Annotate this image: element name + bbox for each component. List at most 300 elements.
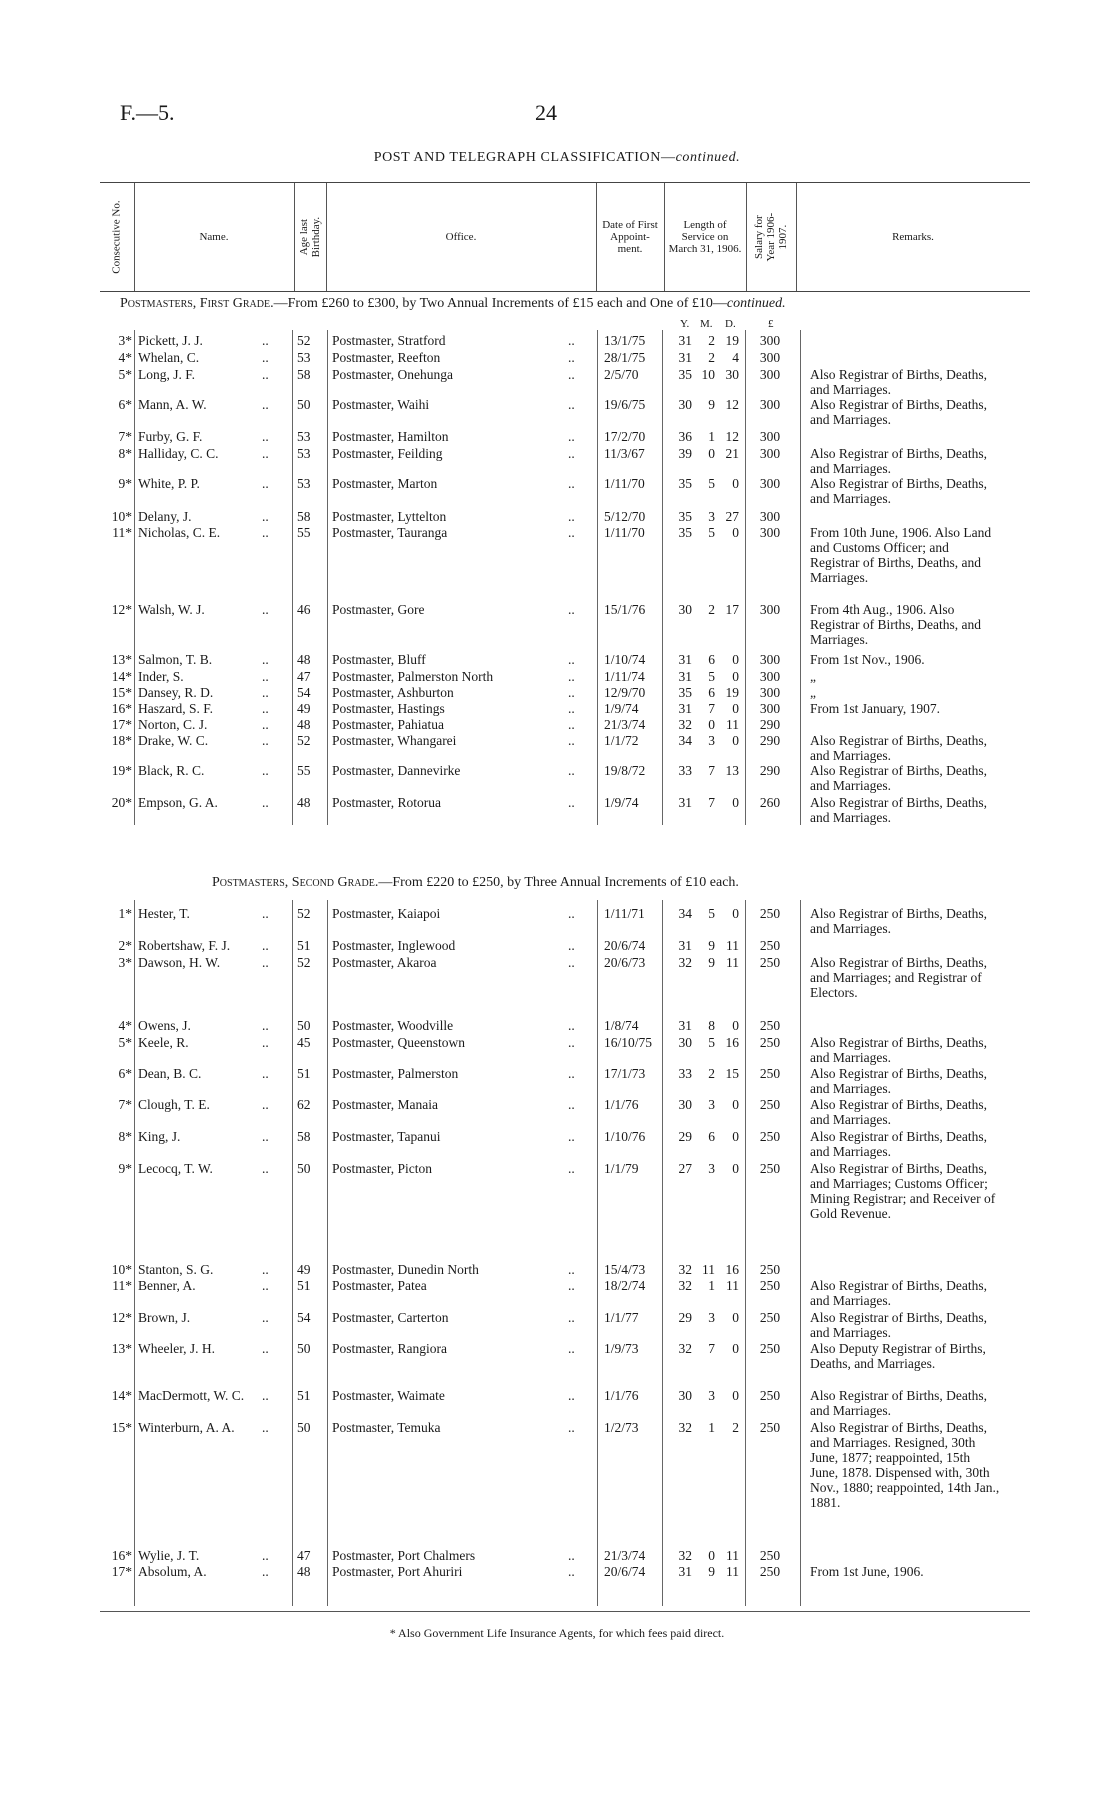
row-name: Benner, A.: [138, 1278, 196, 1293]
row-months: 6: [708, 685, 715, 700]
leader-dots: ..: [568, 1262, 575, 1277]
row-age: 45: [297, 1035, 311, 1050]
leader-dots: ..: [568, 1564, 575, 1579]
leader-dots: ..: [568, 906, 575, 921]
row-salary: 300: [759, 701, 781, 716]
row-salary: 300: [759, 367, 781, 382]
leader-dots: ..: [568, 397, 575, 412]
row-remarks: „: [810, 685, 816, 700]
leader-dots: ..: [568, 733, 575, 748]
table-header: [100, 182, 1030, 292]
row-name: MacDermott, W. C.: [138, 1388, 245, 1403]
row-date-appointed: 1/10/76: [604, 1129, 646, 1144]
row-date-appointed: 5/12/70: [604, 509, 646, 524]
title-main: POST AND TELEGRAPH CLASSIFICATION—: [373, 150, 676, 165]
row-office: Postmaster, Port Ahuriri: [332, 1564, 463, 1579]
leader-dots: ..: [568, 1129, 575, 1144]
row-months: 2: [708, 333, 715, 348]
leader-dots: ..: [568, 795, 575, 810]
row-years: 31: [678, 701, 692, 716]
leader-dots: ..: [262, 446, 269, 461]
row-years: 35: [678, 476, 692, 491]
row-age: 53: [297, 350, 311, 365]
row-number: 5*: [118, 1035, 132, 1050]
row-number: 19*: [111, 763, 132, 778]
row-name: Dansey, R. D.: [138, 685, 214, 700]
row-months: 9: [708, 397, 715, 412]
header-age: Age last Birthday.: [297, 216, 322, 258]
row-age: 54: [297, 685, 311, 700]
column-rule: [327, 900, 328, 1606]
row-days: 0: [732, 476, 739, 491]
row-salary: 250: [759, 938, 781, 953]
row-date-appointed: 20/6/73: [604, 955, 646, 970]
leader-dots: ..: [568, 1310, 575, 1325]
row-age: 48: [297, 795, 311, 810]
row-office: Postmaster, Dunedin North: [332, 1262, 479, 1277]
row-years: 27: [678, 1161, 692, 1176]
row-age: 46: [297, 602, 311, 617]
leader-dots: ..: [568, 476, 575, 491]
row-remarks: Also Registrar of Births, Deaths, and Marriages.: [810, 476, 987, 506]
leader-dots: ..: [568, 763, 575, 778]
row-salary: 300: [759, 333, 781, 348]
row-salary: 250: [759, 906, 781, 921]
row-months: 3: [708, 733, 715, 748]
row-salary: 300: [759, 446, 781, 461]
row-salary: 250: [759, 1035, 781, 1050]
row-age: 48: [297, 717, 311, 732]
row-salary: 300: [759, 397, 781, 412]
leader-dots: ..: [568, 446, 575, 461]
row-years: 31: [678, 938, 692, 953]
leader-dots: ..: [568, 1097, 575, 1112]
row-days: 0: [732, 1310, 739, 1325]
row-age: 47: [297, 1548, 311, 1563]
second-grade-heading: Postmasters, Second Grade.—From £220 to £250, by Three Annual Increments of £10 each.: [212, 875, 739, 890]
row-days: 15: [725, 1066, 739, 1081]
row-name: Absolum, A.: [138, 1564, 207, 1579]
row-age: 53: [297, 476, 311, 491]
row-office: Postmaster, Akaroa: [332, 955, 437, 970]
row-months: 3: [708, 1310, 715, 1325]
column-rule: [745, 900, 746, 1606]
column-rule: [800, 330, 801, 825]
row-months: 8: [708, 1018, 715, 1033]
row-date-appointed: 28/1/75: [604, 350, 646, 365]
row-age: 49: [297, 701, 311, 716]
row-salary: 250: [759, 1262, 781, 1277]
row-years: 34: [678, 906, 692, 921]
row-date-appointed: 1/11/71: [604, 906, 645, 921]
leader-dots: ..: [568, 1341, 575, 1356]
row-years: 33: [678, 1066, 692, 1081]
row-salary: 250: [759, 1420, 781, 1435]
row-years: 35: [678, 685, 692, 700]
ymd-y: Y.: [680, 318, 690, 330]
row-days: 12: [725, 397, 739, 412]
row-name: Owens, J.: [138, 1018, 191, 1033]
row-years: 32: [678, 1420, 692, 1435]
row-number: 6*: [118, 1066, 132, 1081]
row-date-appointed: 21/3/74: [604, 717, 646, 732]
row-salary: 260: [759, 795, 781, 810]
row-days: 11: [726, 938, 739, 953]
row-remarks: Also Registrar of Births, Deaths, and Marriages. Resigned, 30th June, 1877; reappointed, 15th June, 1878. Dispensed with, 30th Nov., 1880; reappointed, 14th Jan., 1881.: [810, 1420, 1000, 1510]
row-date-appointed: 13/1/75: [604, 333, 646, 348]
row-name: Walsh, W. J.: [138, 602, 205, 617]
row-salary: 250: [759, 1341, 781, 1356]
leader-dots: ..: [262, 509, 269, 524]
leader-dots: ..: [262, 717, 269, 732]
row-office: Postmaster, Manaia: [332, 1097, 438, 1112]
row-salary: 300: [759, 429, 781, 444]
row-number: 3*: [118, 955, 132, 970]
row-name: Wheeler, J. H.: [138, 1341, 216, 1356]
row-date-appointed: 1/1/77: [604, 1310, 639, 1325]
row-days: 0: [732, 525, 739, 540]
row-age: 50: [297, 397, 311, 412]
row-days: 11: [726, 1278, 739, 1293]
row-number: 10*: [111, 509, 132, 524]
row-number: 1*: [118, 906, 132, 921]
leader-dots: ..: [262, 525, 269, 540]
row-remarks: „: [810, 669, 816, 684]
row-age: 53: [297, 446, 311, 461]
row-name: Black, R. C.: [138, 763, 205, 778]
row-months: 3: [708, 509, 715, 524]
row-office: Postmaster, Tauranga: [332, 525, 448, 540]
row-date-appointed: 17/1/73: [604, 1066, 646, 1081]
row-office: Postmaster, Onehunga: [332, 367, 453, 382]
row-age: 50: [297, 1018, 311, 1033]
row-days: 0: [732, 1388, 739, 1403]
row-name: Nicholas, C. E.: [138, 525, 221, 540]
row-office: Postmaster, Carterton: [332, 1310, 449, 1325]
row-name: Empson, G. A.: [138, 795, 218, 810]
row-years: 30: [678, 1035, 692, 1050]
row-office: Postmaster, Reefton: [332, 350, 441, 365]
row-days: 16: [725, 1262, 739, 1277]
title-continued: continued.: [675, 150, 741, 165]
row-office: Postmaster, Temuka: [332, 1420, 441, 1435]
row-number: 18*: [111, 733, 132, 748]
row-date-appointed: 1/9/74: [604, 795, 639, 810]
row-name: Robertshaw, F. J.: [138, 938, 231, 953]
row-days: 11: [726, 1548, 739, 1563]
row-number: 15*: [111, 1420, 132, 1435]
leader-dots: ..: [568, 938, 575, 953]
row-remarks: From 1st Nov., 1906.: [810, 652, 925, 667]
row-name: Dawson, H. W.: [138, 955, 221, 970]
row-number: 8*: [118, 1129, 132, 1144]
row-age: 53: [297, 429, 311, 444]
row-years: 34: [678, 733, 692, 748]
ymd-d: D.: [725, 318, 736, 330]
row-name: Furby, G. F.: [138, 429, 203, 444]
row-salary: 290: [759, 763, 781, 778]
row-years: 32: [678, 1262, 692, 1277]
row-age: 48: [297, 652, 311, 667]
row-years: 36: [678, 429, 692, 444]
row-months: 0: [708, 446, 715, 461]
row-age: 54: [297, 1310, 311, 1325]
row-date-appointed: 1/1/76: [604, 1388, 639, 1403]
leader-dots: ..: [262, 938, 269, 953]
leader-dots: ..: [568, 429, 575, 444]
row-office: Postmaster, Dannevirke: [332, 763, 461, 778]
row-years: 30: [678, 397, 692, 412]
leader-dots: ..: [568, 1035, 575, 1050]
row-age: 50: [297, 1161, 311, 1176]
row-years: 29: [678, 1310, 692, 1325]
row-years: 33: [678, 763, 692, 778]
row-salary: 300: [759, 685, 781, 700]
row-date-appointed: 1/2/73: [604, 1420, 639, 1435]
row-remarks: Also Registrar of Births, Deaths, and Marriages.: [810, 733, 987, 763]
header-consecutive: Consecutive No.: [110, 200, 123, 274]
row-number: 16*: [111, 1548, 132, 1563]
leader-dots: ..: [568, 652, 575, 667]
row-number: 13*: [111, 1341, 132, 1356]
row-days: 0: [732, 1097, 739, 1112]
leader-dots: ..: [262, 1388, 269, 1403]
row-remarks: Also Registrar of Births, Deaths, and Marriages.: [810, 1310, 987, 1340]
row-months: 5: [708, 669, 715, 684]
row-salary: 300: [759, 652, 781, 667]
column-rule: [662, 330, 663, 825]
row-years: 35: [678, 367, 692, 382]
row-remarks: Also Registrar of Births, Deaths, and Marriages.: [810, 1097, 987, 1127]
row-number: 17*: [111, 717, 132, 732]
footnote: * Also Government Life Insurance Agents, for which fees paid direct.: [389, 1626, 725, 1640]
header-length-service: Length of Service on March 31, 1906.: [668, 218, 742, 256]
row-date-appointed: 2/5/70: [604, 367, 639, 382]
row-remarks: From 1st June, 1906.: [810, 1564, 924, 1579]
row-name: Stanton, S. G.: [138, 1262, 214, 1277]
row-age: 50: [297, 1420, 311, 1435]
row-remarks: Also Registrar of Births, Deaths, and Marriages.: [810, 1129, 987, 1159]
row-number: 3*: [118, 333, 132, 348]
leader-dots: ..: [262, 1035, 269, 1050]
row-age: 62: [297, 1097, 311, 1112]
column-rule: [292, 330, 293, 825]
leader-dots: ..: [262, 652, 269, 667]
row-salary: 300: [759, 525, 781, 540]
leader-dots: ..: [262, 397, 269, 412]
page-id: F.—5.: [120, 100, 175, 125]
row-name: Pickett, J. J.: [138, 333, 203, 348]
row-salary: 300: [759, 476, 781, 491]
row-remarks: Also Registrar of Births, Deaths, and Marriages.: [810, 1388, 987, 1418]
row-years: 29: [678, 1129, 692, 1144]
ymd-m: M.: [700, 318, 713, 330]
row-days: 0: [732, 733, 739, 748]
row-months: 6: [708, 652, 715, 667]
row-months: 7: [708, 795, 715, 810]
leader-dots: ..: [568, 525, 575, 540]
row-months: 5: [708, 525, 715, 540]
row-age: 47: [297, 669, 311, 684]
row-date-appointed: 21/3/74: [604, 1548, 646, 1563]
row-office: Postmaster, Inglewood: [332, 938, 456, 953]
leader-dots: ..: [568, 1278, 575, 1293]
row-remarks: Also Deputy Registrar of Births, Deaths, and Marriages.: [810, 1341, 986, 1371]
row-date-appointed: 1/9/74: [604, 701, 639, 716]
row-date-appointed: 1/1/76: [604, 1097, 639, 1112]
bottom-rule: [100, 1611, 1030, 1612]
row-age: 55: [297, 525, 311, 540]
row-office: Postmaster, Tapanui: [332, 1129, 441, 1144]
row-number: 20*: [111, 795, 132, 810]
leader-dots: ..: [262, 1262, 269, 1277]
row-months: 5: [708, 476, 715, 491]
row-date-appointed: 19/8/72: [604, 763, 646, 778]
row-salary: 300: [759, 669, 781, 684]
row-remarks: From 1st January, 1907.: [810, 701, 940, 716]
row-office: Postmaster, Woodville: [332, 1018, 454, 1033]
row-days: 11: [726, 717, 739, 732]
row-name: Clough, T. E.: [138, 1097, 210, 1112]
row-salary: 250: [759, 1564, 781, 1579]
leader-dots: ..: [568, 955, 575, 970]
row-remarks: From 4th Aug., 1906. Also Registrar of Births, Deaths, and Marriages.: [810, 602, 981, 647]
row-years: 31: [678, 1564, 692, 1579]
leader-dots: ..: [568, 685, 575, 700]
row-name: Whelan, C.: [138, 350, 200, 365]
column-rule: [134, 330, 135, 825]
leader-dots: ..: [262, 1018, 269, 1033]
row-age: 52: [297, 955, 311, 970]
page-number: 24: [535, 100, 557, 125]
leader-dots: ..: [568, 717, 575, 732]
row-age: 51: [297, 938, 311, 953]
row-office: Postmaster, Rotorua: [332, 795, 441, 810]
row-months: 9: [708, 938, 715, 953]
row-name: Mann, A. W.: [138, 397, 207, 412]
row-number: 12*: [111, 602, 132, 617]
row-days: 0: [732, 1018, 739, 1033]
row-months: 9: [708, 955, 715, 970]
row-years: 32: [678, 1278, 692, 1293]
row-office: Postmaster, Hamilton: [332, 429, 449, 444]
row-salary: 250: [759, 955, 781, 970]
row-remarks: Also Registrar of Births, Deaths, and Marriages.: [810, 1035, 987, 1065]
row-office: Postmaster, Queenstown: [332, 1035, 465, 1050]
row-number: 6*: [118, 397, 132, 412]
row-months: 7: [708, 763, 715, 778]
row-years: 31: [678, 652, 692, 667]
row-months: 6: [708, 1129, 715, 1144]
first-grade-heading: Postmasters, First Grade.—From £260 to £300, by Two Annual Increments of £15 each and One of £10—continued.: [120, 296, 786, 311]
column-rule: [134, 900, 135, 1606]
row-months: 2: [708, 1066, 715, 1081]
row-days: 0: [732, 652, 739, 667]
row-days: 19: [725, 333, 739, 348]
column-rule: [327, 330, 328, 825]
row-age: 48: [297, 1564, 311, 1579]
leader-dots: ..: [568, 1066, 575, 1081]
leader-dots: ..: [262, 795, 269, 810]
row-name: Norton, C. J.: [138, 717, 208, 732]
row-office: Postmaster, Palmerston: [332, 1066, 459, 1081]
row-days: 17: [725, 602, 739, 617]
row-office: Postmaster, Waimate: [332, 1388, 445, 1403]
leader-dots: ..: [262, 333, 269, 348]
row-days: 4: [732, 350, 739, 365]
leader-dots: ..: [262, 1310, 269, 1325]
row-date-appointed: 1/11/70: [604, 525, 645, 540]
row-date-appointed: 15/4/73: [604, 1262, 646, 1277]
row-office: Postmaster, Bluff: [332, 652, 426, 667]
row-salary: 250: [759, 1548, 781, 1563]
row-date-appointed: 12/9/70: [604, 685, 646, 700]
row-months: 2: [708, 602, 715, 617]
leader-dots: ..: [568, 1548, 575, 1563]
row-date-appointed: 1/11/74: [604, 669, 645, 684]
row-remarks: Also Registrar of Births, Deaths, and Marriages.: [810, 397, 987, 427]
row-years: 35: [678, 525, 692, 540]
leader-dots: ..: [568, 1018, 575, 1033]
row-age: 52: [297, 906, 311, 921]
page-title: [0, 150, 1114, 166]
row-months: 11: [702, 1262, 715, 1277]
row-number: 5*: [118, 367, 132, 382]
row-name: Inder, S.: [138, 669, 184, 684]
row-salary: 250: [759, 1278, 781, 1293]
row-years: 30: [678, 1097, 692, 1112]
row-office: Postmaster, Lyttelton: [332, 509, 447, 524]
row-date-appointed: 1/9/73: [604, 1341, 639, 1356]
row-remarks: Also Registrar of Births, Deaths, and Marriages.: [810, 1278, 987, 1308]
row-name: Drake, W. C.: [138, 733, 209, 748]
leader-dots: ..: [568, 350, 575, 365]
header-date-first: Date of First Appoint- ment.: [602, 218, 658, 256]
row-number: 15*: [111, 685, 132, 700]
leader-dots: ..: [568, 367, 575, 382]
header-name: Name.: [199, 230, 229, 243]
row-name: King, J.: [138, 1129, 181, 1144]
row-days: 11: [726, 955, 739, 970]
leader-dots: ..: [262, 1564, 269, 1579]
row-age: 50: [297, 1341, 311, 1356]
row-remarks: Also Registrar of Births, Deaths, and Marriages.: [810, 367, 987, 397]
row-years: 30: [678, 602, 692, 617]
row-name: Dean, B. C.: [138, 1066, 202, 1081]
row-months: 3: [708, 1097, 715, 1112]
leader-dots: ..: [568, 602, 575, 617]
row-number: 8*: [118, 446, 132, 461]
leader-dots: ..: [262, 763, 269, 778]
row-days: 27: [725, 509, 739, 524]
row-months: 9: [708, 1564, 715, 1579]
row-salary: 250: [759, 1129, 781, 1144]
row-number: 9*: [118, 1161, 132, 1176]
row-days: 16: [725, 1035, 739, 1050]
column-rule: [597, 900, 598, 1606]
row-date-appointed: 19/6/75: [604, 397, 646, 412]
row-date-appointed: 11/3/67: [604, 446, 645, 461]
leader-dots: ..: [262, 955, 269, 970]
row-months: 5: [708, 1035, 715, 1050]
leader-dots: ..: [262, 1278, 269, 1293]
row-number: 17*: [111, 1564, 132, 1579]
row-date-appointed: 18/2/74: [604, 1278, 646, 1293]
row-days: 13: [725, 763, 739, 778]
row-years: 31: [678, 350, 692, 365]
row-salary: 300: [759, 509, 781, 524]
row-months: 7: [708, 701, 715, 716]
